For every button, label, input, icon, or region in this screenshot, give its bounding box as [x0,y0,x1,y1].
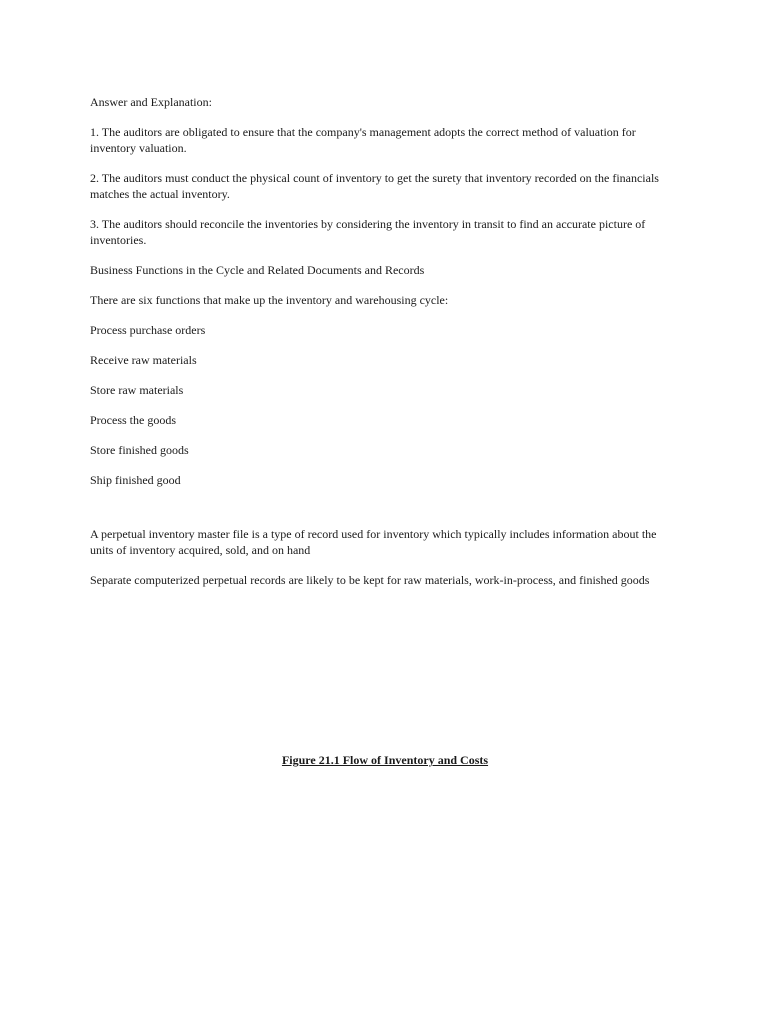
answer-heading: Answer and Explanation: [90,95,212,109]
function-item: Store raw materials [90,383,184,397]
function-item: Receive raw materials [90,353,197,367]
function-item: Process the goods [90,413,176,427]
function-item: Process purchase orders [90,323,206,337]
answer-item-1: 1. The auditors are obligated to ensure that the company's management adopts the correct method of valuation for inventory valuation. [90,125,636,155]
perpetual-paragraph-2: Separate computerized perpetual records are likely to be kept for raw materials, work-in-process, and finished goods [90,573,650,587]
perpetual-paragraph-1: A perpetual inventory master file is a type of record used for inventory which typically includes information about the units of inventory acquired, sold, and on hand [90,527,657,557]
answer-item-2: 2. The auditors must conduct the physical count of inventory to get the surety that inventory recorded on the financials matches the actual inventory. [90,171,659,201]
function-item: Store finished goods [90,443,189,457]
figure-caption: Figure 21.1 Flow of Inventory and Costs [281,753,489,767]
function-item: Ship finished good [90,473,181,487]
document-body [90,94,680,782]
spacer [90,602,680,752]
spacer [90,502,680,526]
section-title: Business Functions in the Cycle and Related Documents and Records [90,263,425,277]
answer-item-3: 3. The auditors should reconcile the inventories by considering the inventory in transit to find an accurate picture of inventories. [90,217,646,247]
functions-intro: There are six functions that make up the inventory and warehousing cycle: [90,293,449,307]
